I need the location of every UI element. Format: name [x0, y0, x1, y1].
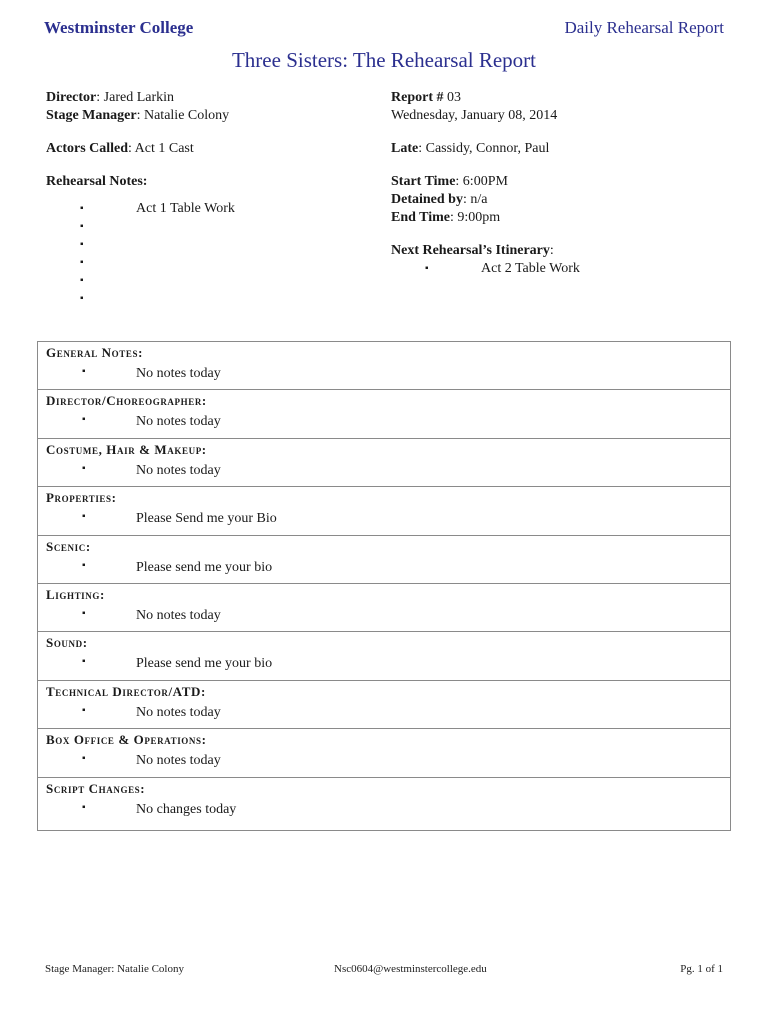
notes-text: No notes today	[136, 607, 221, 623]
actors-called-value: : Act 1 Cast	[128, 141, 194, 156]
rehearsal-notes-line	[46, 173, 376, 191]
end-time-value: : 9:00pm	[450, 210, 501, 225]
notes-text: No changes today	[136, 801, 237, 817]
bullet-icon: ▪	[82, 559, 86, 571]
notes-row	[38, 536, 730, 584]
notes-row	[38, 390, 730, 438]
bullet-icon: ▪	[80, 239, 84, 250]
notes-text: Please send me your bio	[136, 656, 273, 672]
next-rehearsal-item	[391, 260, 731, 278]
footer-stage-manager: Stage Manager: Natalie Colony	[45, 963, 184, 975]
bullet-icon: ▪	[82, 462, 86, 474]
bullet-icon: ▪	[82, 414, 86, 426]
bullet-icon: ▪	[80, 293, 84, 304]
bullet-icon: ▪	[80, 257, 84, 268]
bullet-icon: ▪	[80, 221, 84, 232]
report-number-label: Report #	[391, 90, 444, 105]
start-time-line	[391, 173, 731, 191]
rehearsal-notes-label: Rehearsal Notes:	[46, 174, 148, 189]
bullet-icon: ▪	[82, 656, 86, 668]
stage-manager-label: Stage Manager	[46, 108, 137, 123]
notes-heading: Director/Choreographer:	[46, 393, 207, 409]
footer-email: Nsc0604@westminstercollege.edu	[334, 963, 487, 975]
start-time-label: Start Time	[391, 174, 456, 189]
director-value: : Jared Larkin	[96, 90, 175, 105]
actors-called-label: Actors Called	[46, 141, 129, 156]
notes-item	[38, 608, 730, 626]
notes-row	[38, 439, 730, 487]
bullet-icon: ▪	[82, 366, 86, 377]
report-number-value: 03	[443, 90, 461, 105]
notes-item	[38, 753, 730, 771]
notes-item	[38, 414, 730, 432]
next-rehearsal-line	[391, 242, 731, 260]
department-notes-table	[37, 341, 731, 831]
stage-manager-value: : Natalie Colony	[136, 108, 230, 123]
report-date: Wednesday, January 08, 2014	[391, 108, 558, 123]
next-rehearsal-label: Next Rehearsal’s Itinerary	[391, 243, 550, 258]
bullet-icon: ▪	[82, 704, 86, 716]
notes-row	[38, 632, 730, 680]
rehearsal-note-item	[46, 272, 376, 290]
rehearsal-note-item	[46, 200, 376, 218]
detained-line	[391, 191, 731, 209]
bullet-icon: ▪	[80, 275, 84, 286]
notes-row	[38, 584, 730, 632]
report-number-line	[391, 89, 731, 107]
notes-text: Please Send me your Bio	[136, 511, 277, 527]
notes-text: Please send me your bio	[136, 559, 273, 575]
rehearsal-note-item	[46, 236, 376, 254]
notes-row	[38, 778, 730, 830]
rehearsal-note-item	[46, 254, 376, 272]
notes-row	[38, 487, 730, 535]
late-line	[391, 140, 731, 158]
notes-heading: Scenic:	[46, 538, 91, 554]
notes-heading: General Notes:	[46, 345, 143, 360]
left-info-column	[46, 89, 376, 308]
notes-text: No notes today	[136, 414, 221, 430]
notes-heading: Sound:	[46, 635, 88, 651]
next-rehearsal-text: Act 2 Table Work	[481, 261, 580, 276]
next-rehearsal-colon: :	[549, 243, 554, 258]
actors-called-line	[46, 140, 376, 158]
notes-row	[38, 729, 730, 777]
bullet-icon: ▪	[82, 801, 86, 813]
notes-item	[38, 366, 730, 384]
bullet-icon: ▪	[425, 263, 429, 274]
header-college: Westminster College	[44, 18, 194, 37]
header-report-type: Daily Rehearsal Report	[564, 18, 724, 37]
notes-item	[38, 705, 730, 723]
start-time-value: : 6:00PM	[455, 174, 508, 189]
notes-text: No notes today	[136, 462, 221, 478]
rehearsal-note-text: Act 1 Table Work	[136, 201, 235, 216]
notes-item	[38, 463, 730, 481]
late-value: : Cassidy, Connor, Paul	[418, 141, 550, 156]
notes-row	[38, 342, 730, 390]
late-label: Late	[391, 141, 419, 156]
notes-heading: Properties:	[46, 490, 117, 506]
bullet-icon: ▪	[82, 753, 86, 765]
notes-row	[38, 681, 730, 729]
stage-manager-line	[46, 107, 376, 125]
rehearsal-note-item	[46, 218, 376, 236]
detained-value: : n/a	[462, 192, 488, 207]
end-time-label: End Time	[391, 210, 451, 225]
detained-label: Detained by	[391, 192, 463, 207]
director-label: Director	[46, 90, 97, 105]
end-time-line	[391, 209, 731, 227]
director-line	[46, 89, 376, 107]
notes-heading: Script Changes:	[46, 780, 146, 796]
bullet-icon: ▪	[80, 203, 84, 214]
right-info-column	[391, 89, 731, 278]
notes-item	[38, 656, 730, 674]
document-title: Three Sisters: The Rehearsal Report	[231, 48, 537, 72]
footer-page-number: Pg. 1 of 1	[680, 963, 723, 975]
notes-text: No notes today	[136, 366, 221, 381]
notes-item	[38, 511, 730, 529]
notes-item	[38, 560, 730, 578]
notes-text: No notes today	[136, 753, 221, 769]
notes-heading: Costume, Hair & Makeup:	[46, 441, 207, 457]
notes-heading: Box Office & Operations:	[46, 732, 207, 748]
bullet-icon: ▪	[82, 511, 86, 523]
notes-text: No notes today	[136, 704, 221, 720]
rehearsal-note-item	[46, 290, 376, 308]
bullet-icon: ▪	[82, 607, 86, 619]
notes-heading: Technical Director/ATD:	[46, 683, 206, 699]
notes-item	[38, 802, 730, 820]
notes-heading: Lighting:	[46, 586, 105, 602]
